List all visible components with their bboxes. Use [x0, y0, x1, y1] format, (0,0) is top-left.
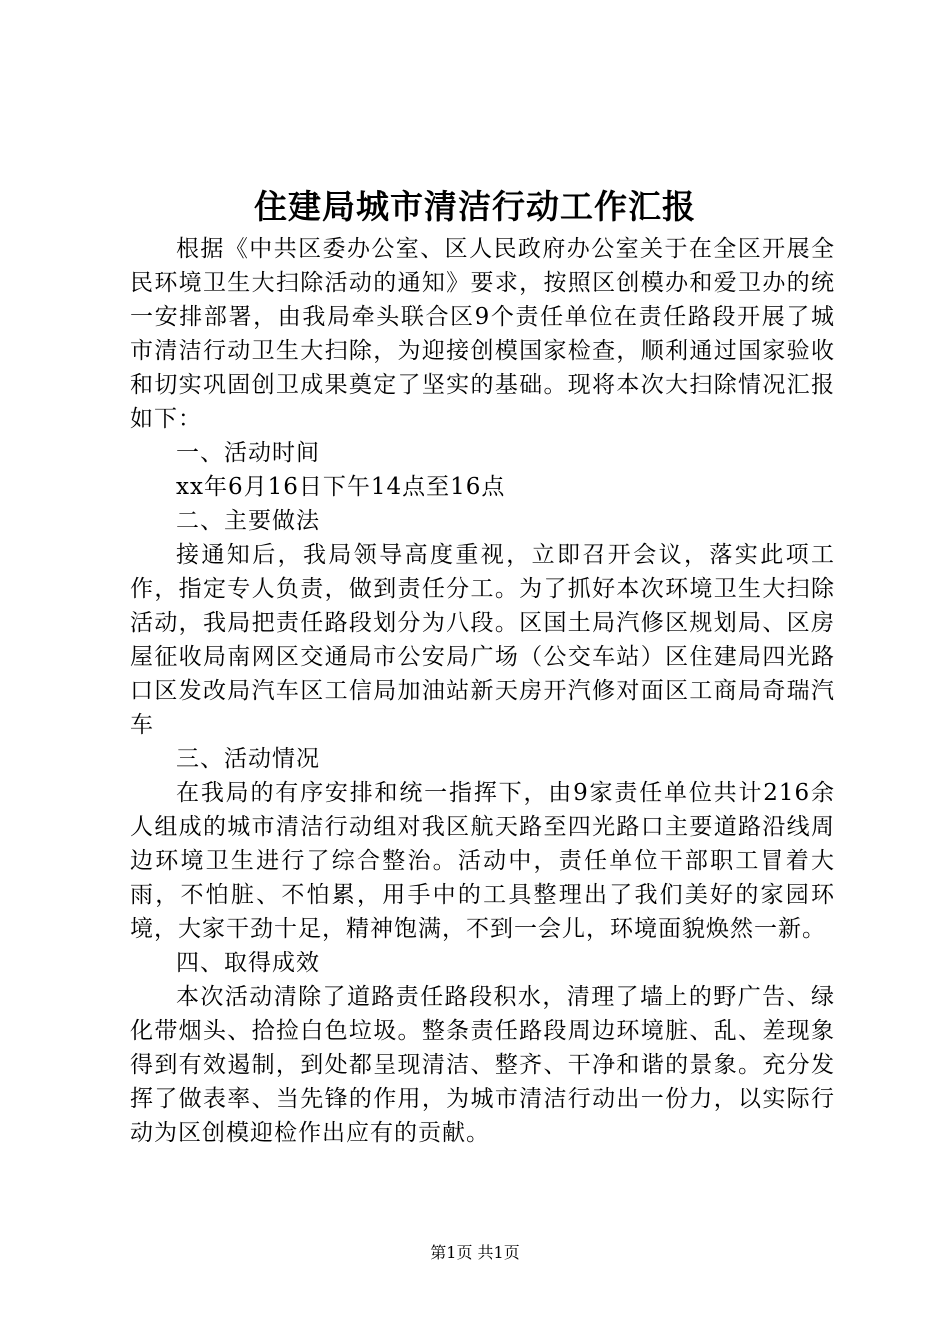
section-heading-activity-time: 一、活动时间 [176, 440, 320, 466]
results-paragraph: 本次活动清除了道路责任路段积水，清理了墙上的野广告、绿化带烟头、拾捡白色垃圾。整条责任路段周边环境脏、乱、差现象得到有效遏制，到处都呈现清洁、整齐、干净和谐的景象。充分发挥了做表率、当先锋的作用，为城市清洁行动出一份力，以实际行动为区创模迎检作出应有的贡献。 [130, 984, 835, 1146]
section-heading-main-practices: 二、主要做法 [176, 508, 320, 534]
intro-paragraph: 根据《中共区委办公室、区人民政府办公室关于在全区开展全民环境卫生大扫除活动的通知》要求，按照区创模办和爱卫办的统一安排部署，由我局牵头联合区9个责任单位在责任路段开展了城市清洁行动卫生大扫除，为迎接创模国家检查，顺利通过国家验收和切实巩固创卫成果奠定了坚实的基础。现将本次大扫除情况汇报如下： [130, 236, 835, 432]
section-heading-activity-status: 三、活动情况 [176, 746, 320, 772]
document-body [130, 232, 835, 1150]
main-practices-paragraph: 接通知后，我局领导高度重视，立即召开会议，落实此项工作，指定专人负责，做到责任分工。为了抓好本次环境卫生大扫除活动，我局把责任路段划分为八段。区国土局汽修区规划局、区房屋征收局南网区交通局市公安局广场（公交车站）区住建局四光路口区发改局汽车区工信局加油站新天房开汽修对面区工商局奇瑞汽车 [130, 542, 835, 738]
page-number-footer: 第1页 共1页 [430, 1243, 520, 1262]
section-heading-results: 四、取得成效 [176, 950, 320, 976]
activity-status-paragraph: 在我局的有序安排和统一指挥下，由9家责任单位共计216余人组成的城市清洁行动组对我区航天路至四光路口主要道路沿线周边环境卫生进行了综合整治。活动中，责任单位干部职工冒着大雨，不怕脏、不怕累，用手中的工具整理出了我们美好的家园环境，大家干劲十足，精神饱满，不到一会儿，环境面貌焕然一新。 [130, 780, 835, 942]
document-title: 住建局城市清洁行动工作汇报 [254, 187, 696, 226]
activity-time-paragraph: xx年6月16日下午14点至16点 [176, 474, 506, 500]
